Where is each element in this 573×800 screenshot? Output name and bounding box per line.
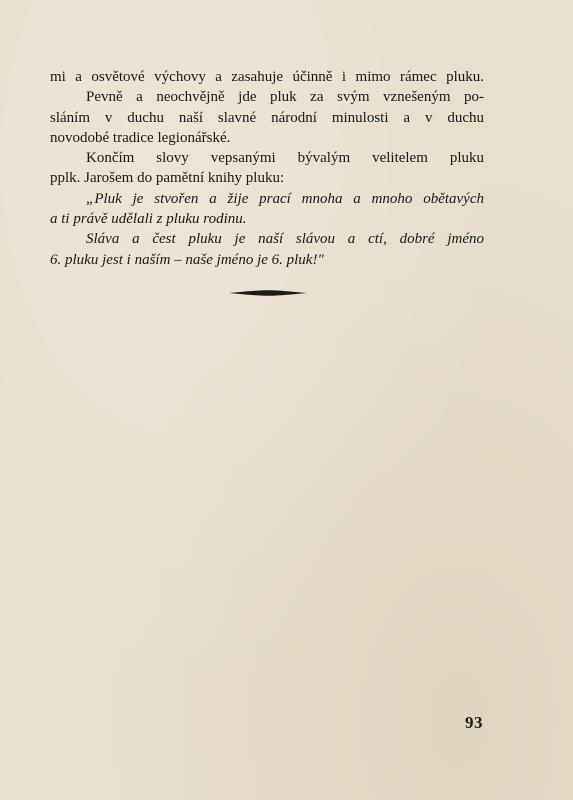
text-line: mi a osvětové výchovy a zasahuje účinně i mimo rámec pluku. — [50, 69, 484, 85]
quote-line: 6. pluku jest i naším – naše jméno je 6. pluk!" — [50, 251, 324, 268]
quote-line: Sláva a čest pluku je naší slávou a ctí, dobré jméno — [86, 231, 484, 248]
ornament-divider — [229, 289, 307, 297]
text-line: Končím slovy vepsanými bývalým velitelem pluku — [86, 150, 484, 167]
body-text — [50, 67, 484, 270]
text-line: novodobé tradice legionářské. — [50, 129, 231, 146]
page-number: 93 — [465, 713, 483, 732]
text-line: Pevně a neochvějně jde pluk za svým vznešeným po- — [86, 89, 484, 106]
quote-line: a ti právě udělali z pluku rodinu. — [50, 211, 247, 228]
text-line: pplk. Jarošem do pamětní knihy pluku: — [50, 170, 285, 187]
quote-line: „Pluk je stvořen a žije prací mnoha a mnoho obětavých — [86, 190, 484, 207]
text-line: sláním v duchu naší slavné národní minulosti a v duchu — [50, 109, 484, 126]
